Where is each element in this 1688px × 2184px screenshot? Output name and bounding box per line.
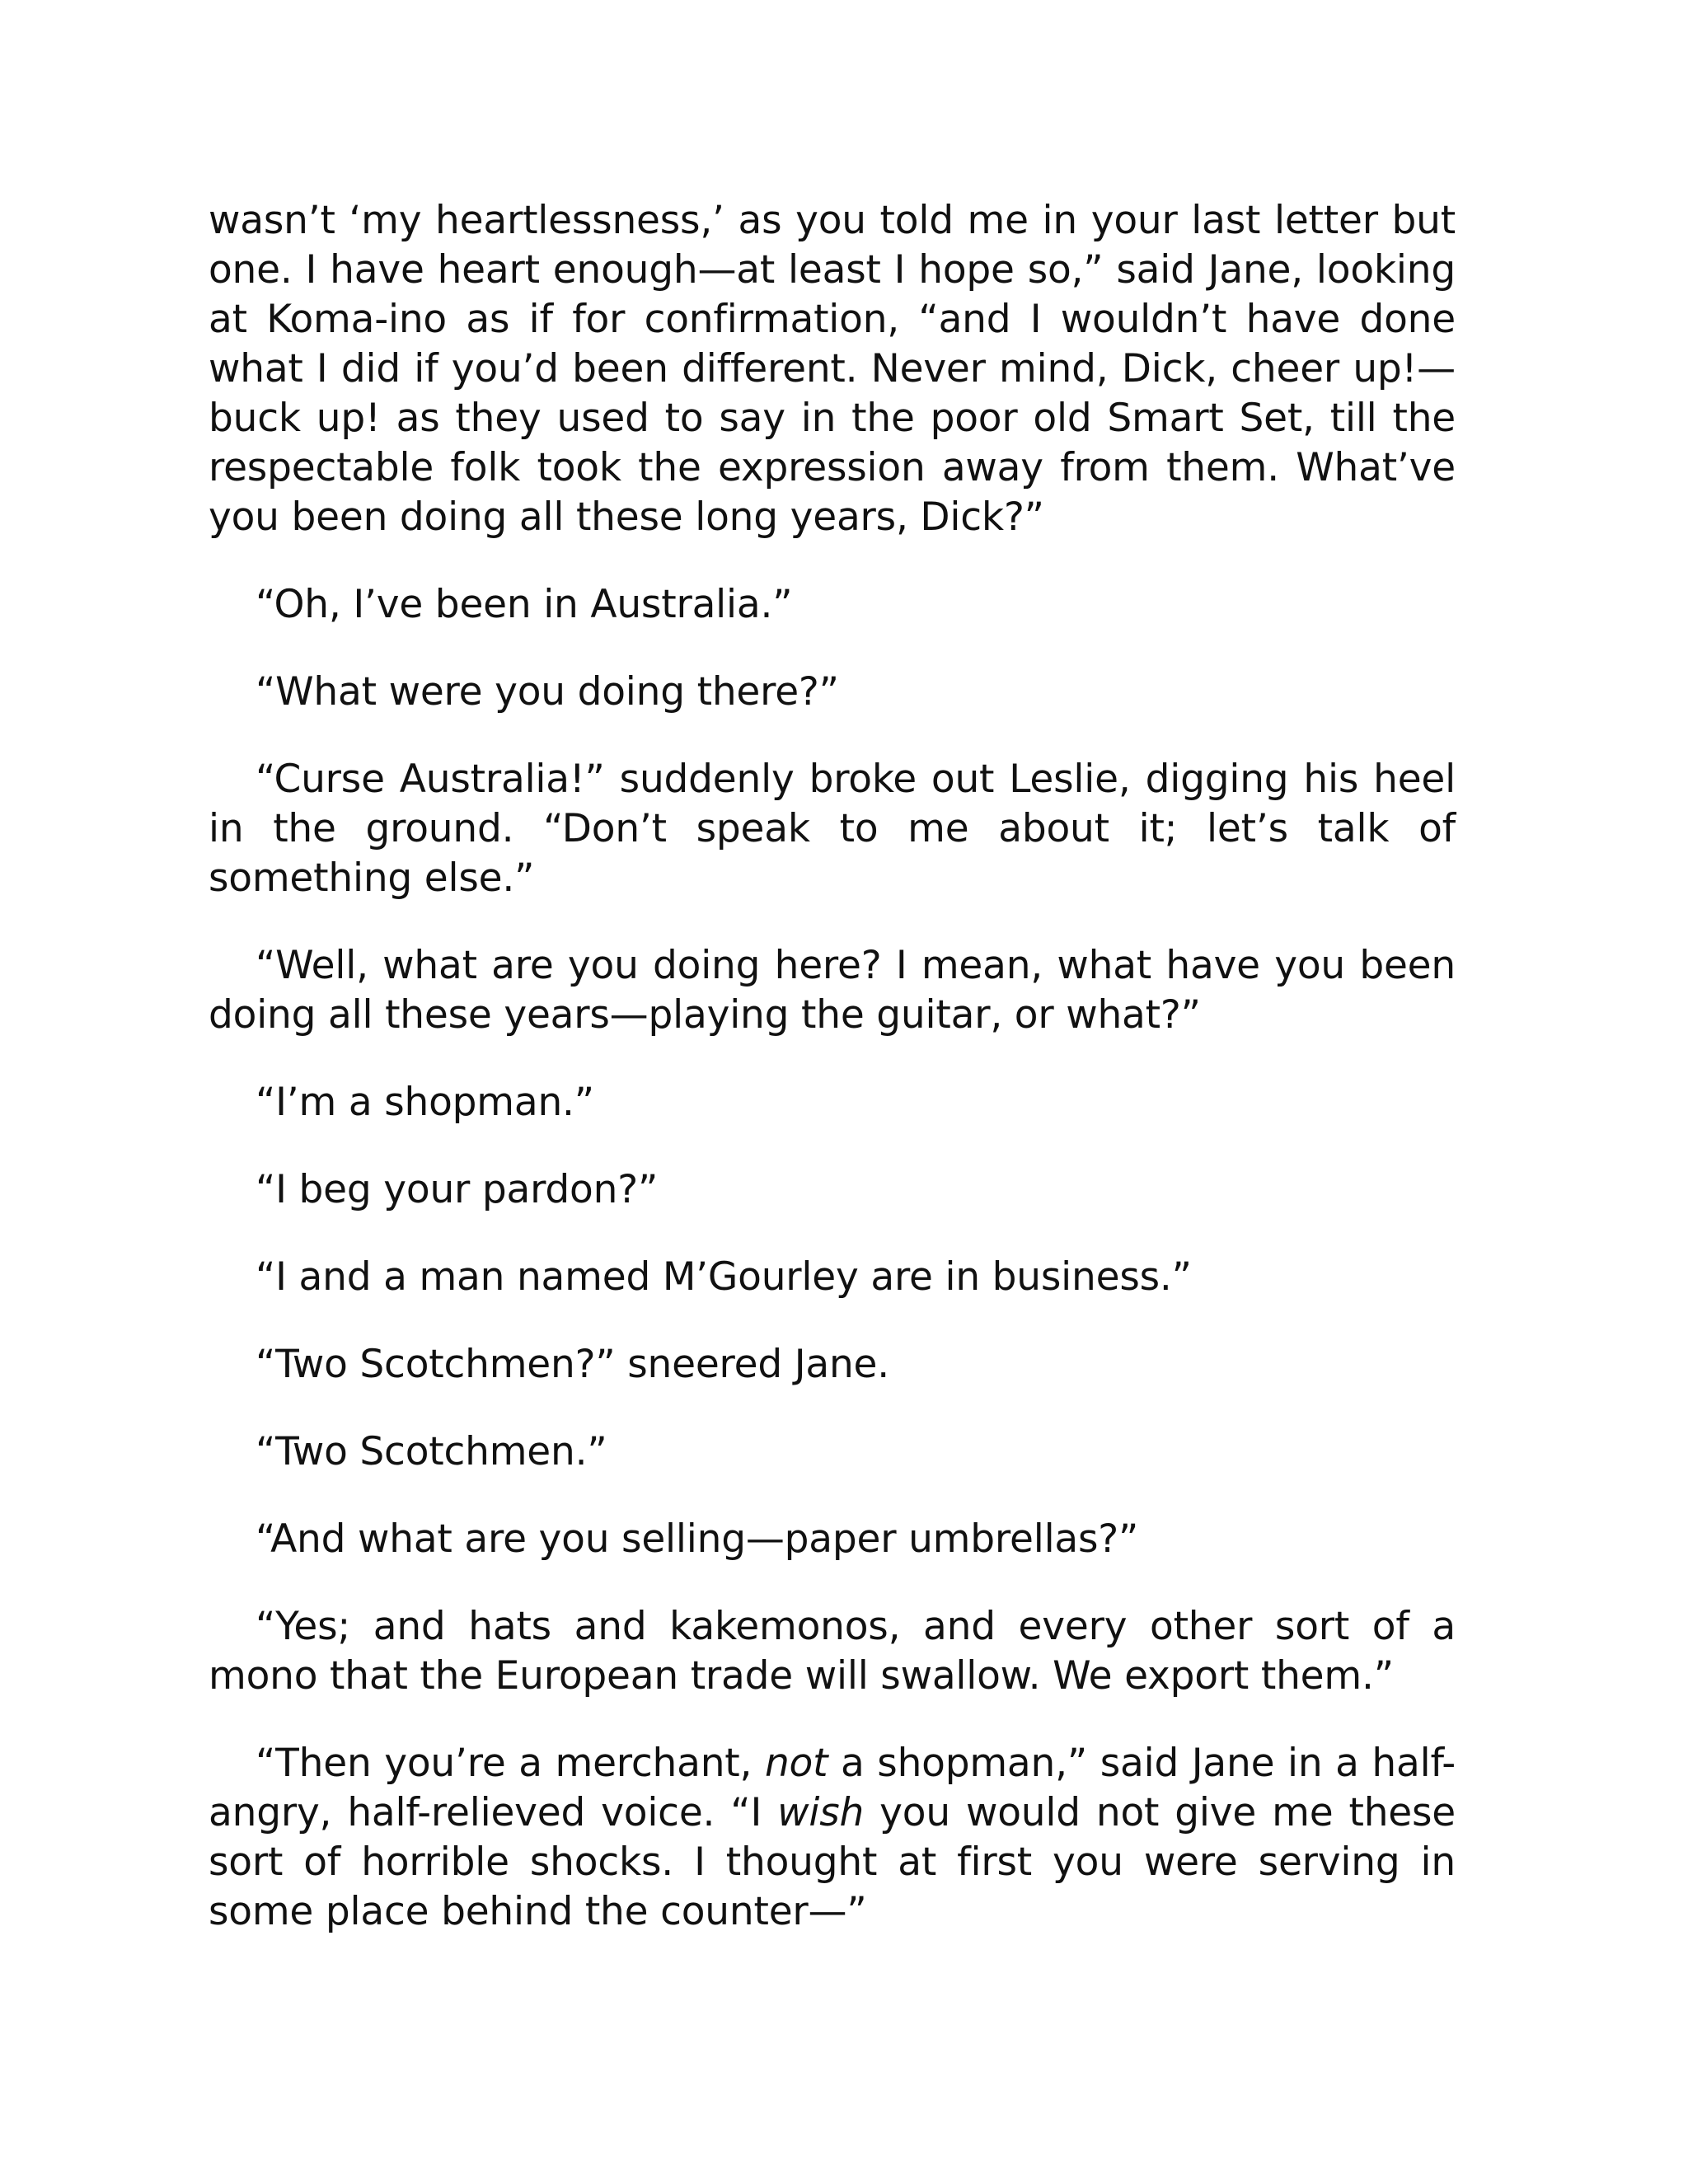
text-segment: “Well, what are you doing here? I mean, what have you been doing all these years—playing the guitar, or what?” [209, 943, 1456, 1038]
paragraph-6 [209, 1078, 1456, 1127]
text-segment: “I and a man named M’Gourley are in business.” [256, 1254, 1192, 1300]
text-segment: wasn’t ‘my heartlessness,’ as you told me in your last letter but one. I have heart enough—at least I hope so,” said Jane, looking at Koma-ino as if for confirmation, “and I wouldn’t have done what I did if you’d been different. Never mind, Dick, cheer up!—buck up! as they used to say in the poor old Smart Set, till the respectable folk took the expression away from them. What’ve you been doing all these long years, Dick?” [209, 198, 1456, 540]
text-segment: “Two Scotchmen.” [256, 1429, 607, 1474]
paragraph-4 [209, 755, 1456, 903]
text-segment: you would not give me these sort of horrible shocks. I thought at first you were serving in some place behind the counter—” [209, 1790, 1456, 1934]
text-segment: “Yes; and hats and kakemonos, and every other sort of a mono that the European trade will swallow. We export them.” [209, 1604, 1456, 1699]
text-segment: “Curse Australia!” suddenly broke out Leslie, digging his heel in the ground. “Don’t speak to me about it; let’s talk of something else.” [209, 757, 1456, 901]
text-segment: “I’m a shopman.” [256, 1080, 594, 1125]
page-body [209, 196, 1456, 1937]
text-segment: “What were you doing there?” [256, 669, 839, 715]
text-segment: “I beg your pardon?” [256, 1167, 659, 1212]
paragraph-3 [209, 668, 1456, 717]
paragraph-5 [209, 941, 1456, 1040]
paragraph-1 [209, 196, 1456, 542]
text-segment: “And what are you selling—paper umbrellas?” [256, 1516, 1139, 1562]
text-segment: “Oh, I’ve been in Australia.” [256, 582, 793, 627]
text-segment: “Then you’re a merchant, [256, 1741, 765, 1786]
paragraph-9 [209, 1340, 1456, 1390]
text-segment: “Two Scotchmen?” sneered Jane. [256, 1342, 890, 1387]
paragraph-10 [209, 1427, 1456, 1477]
text-segment: a shopman,” said Jane in a half-angry, half-relieved voice. “I [209, 1741, 1456, 1835]
italic-emphasis: wish [777, 1790, 865, 1835]
paragraph-8 [209, 1253, 1456, 1302]
paragraph-2 [209, 580, 1456, 630]
paragraph-11 [209, 1515, 1456, 1564]
paragraph-12 [209, 1602, 1456, 1701]
paragraph-13 [209, 1739, 1456, 1937]
paragraph-7 [209, 1165, 1456, 1215]
italic-emphasis: not [764, 1741, 828, 1786]
